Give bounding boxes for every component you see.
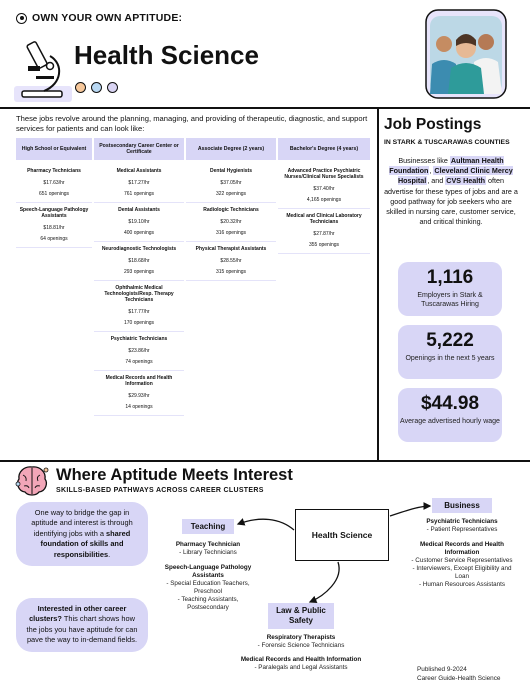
stat-label: Average advertised hourly wage xyxy=(400,418,500,425)
job-card xyxy=(16,164,92,203)
company-highlight: Aultman Health Foundation xyxy=(389,156,504,176)
job-openings: 355 openings xyxy=(308,242,340,248)
job-openings: 170 openings xyxy=(123,320,155,326)
bubble-bold: shared foundation of skills and responsibilities xyxy=(40,528,131,559)
column-bachelors xyxy=(278,160,372,416)
arrow-to-teaching xyxy=(238,519,294,530)
pathway-item: - Library Technicians xyxy=(179,549,237,556)
healthcare-team-photo xyxy=(424,8,508,100)
pathway-item: - Forensic Science Technicians xyxy=(257,642,345,649)
microscope-icon xyxy=(14,36,72,106)
column-postsecondary xyxy=(94,160,186,416)
node-business: Business xyxy=(432,498,492,513)
decor-dots xyxy=(75,82,118,93)
job-card xyxy=(278,164,370,209)
job-title: Dental Hygienists xyxy=(210,168,252,174)
brain-icon xyxy=(14,464,50,498)
job-card xyxy=(94,371,184,416)
stat-value: $44.98 xyxy=(420,393,480,414)
job-openings: 315 openings xyxy=(215,269,247,275)
job-openings: 64 openings xyxy=(40,236,68,242)
job-wage: $37.05/hr xyxy=(220,180,242,186)
jobs-table xyxy=(16,138,372,416)
company-highlight: Cleveland Clinic Mercy Hospital xyxy=(397,166,513,186)
guide-name: Career Guide-Health Science xyxy=(417,674,501,682)
job-title: Medical Assistants xyxy=(116,168,162,174)
stat-label: Employers in Stark & Tuscarawas Hiring xyxy=(417,292,483,308)
eyebrow-label: OWN YOUR OWN APTITUDE: xyxy=(32,12,183,24)
node-teaching: Teaching xyxy=(182,519,234,534)
job-openings: 322 openings xyxy=(215,191,247,197)
stat-label: Openings in the next 5 years xyxy=(405,355,495,362)
job-wage: $27.87/hr xyxy=(313,231,335,237)
pathway-item: - Customer Service Representatives xyxy=(411,557,513,564)
job-title: Medical Records and Health Information xyxy=(105,375,173,387)
column-header: Postsecondary Career Center or Certificate xyxy=(94,138,184,160)
job-wage: $19.10/hr xyxy=(128,219,150,225)
arrow-to-business xyxy=(390,506,430,516)
stat-card-wage xyxy=(398,388,502,442)
job-card xyxy=(94,281,184,332)
body-text: Businesses like xyxy=(398,156,450,165)
column-header: Associate Degree (2 years) xyxy=(186,138,276,160)
job-title: Neurodiagnostic Technologists xyxy=(101,246,177,252)
pathway-title: Medical Records and Health Information xyxy=(420,541,504,556)
intro-text: These jobs revolve around the planning, managing, and providing of therapeutic, diagnostic, and support services for patients and can look like: xyxy=(16,114,368,133)
job-postings-subtitle: IN STARK & TUSCARAWAS COUNTIES xyxy=(384,139,510,146)
pathway-item: - Patient Representatives xyxy=(426,526,498,533)
stat-card-openings xyxy=(398,325,502,379)
job-wage: $29.93/hr xyxy=(128,393,150,399)
job-title: Speech-Language Pathology Assistants xyxy=(19,207,89,219)
column-divider xyxy=(377,108,379,460)
bubble-clusters xyxy=(16,598,148,652)
job-card xyxy=(186,242,276,281)
job-card xyxy=(94,332,184,371)
job-openings: 4,165 openings xyxy=(306,197,342,203)
job-postings-body xyxy=(384,156,518,227)
job-card xyxy=(94,242,184,281)
job-card xyxy=(186,203,276,242)
bubble-bold: Interested in other career clusters? xyxy=(29,604,127,624)
teaching-pathway xyxy=(156,541,260,612)
section-divider xyxy=(0,460,530,462)
job-openings: 293 openings xyxy=(123,269,155,275)
section-title: Where Aptitude Meets Interest xyxy=(56,466,293,484)
body-text: often advertise for these types of jobs and are a good pathway for job seekers who are skilled in nursing care, customer service, and critical thinking. xyxy=(384,176,518,227)
job-title: Radiologic Technicians xyxy=(203,207,259,213)
dot-peach xyxy=(75,82,86,93)
pathway-title: Speech-Language Pathology Assistants xyxy=(164,564,252,579)
job-openings: 761 openings xyxy=(123,191,155,197)
dot-blue xyxy=(91,82,102,93)
published-date: Published 9-2024 xyxy=(417,666,467,673)
job-title: Pharmacy Technicians xyxy=(27,168,81,174)
pathway-item: - Paralegals and Legal Assistants xyxy=(254,664,348,671)
job-wage: $18.81/hr xyxy=(43,225,65,231)
pathway-item: - Special Education Teachers, Preschool xyxy=(166,580,250,595)
job-card xyxy=(186,164,276,203)
job-wage: $28.55/hr xyxy=(220,258,242,264)
pathway-title: Psychiatric Technicians xyxy=(426,518,498,525)
company-highlight: CVS Health xyxy=(446,176,486,186)
job-wage: $37.40/hr xyxy=(313,186,335,192)
pathway-title: Pharmacy Technician xyxy=(175,541,241,548)
job-wage: $23.86/hr xyxy=(128,348,150,354)
law-pathway xyxy=(226,634,376,672)
job-openings: 316 openings xyxy=(215,230,247,236)
dot-lavender xyxy=(107,82,118,93)
node-health-science: Health Science xyxy=(295,509,389,561)
node-law-public-safety: Law & Public Safety xyxy=(268,603,334,629)
job-openings: 14 openings xyxy=(125,404,153,410)
bubble-text: . xyxy=(108,549,111,559)
published-info xyxy=(417,666,500,683)
job-openings: 651 openings xyxy=(38,191,70,197)
column-header: Bachelor's Degree (4 years) xyxy=(278,138,370,160)
stat-card-employers xyxy=(398,262,502,316)
job-wage: $17.77/hr xyxy=(128,309,150,315)
job-title: Psychiatric Technicians xyxy=(110,336,168,342)
job-title: Advanced Practice Psychiatric Nurses/Clinical Nurse Specialists xyxy=(284,168,364,180)
job-title: Ophthalmic Medical Technologists/Resp. Therapy Technicians xyxy=(104,285,174,303)
job-title: Medical and Clinical Laboratory Technicians xyxy=(286,213,362,225)
job-wage: $18.68/hr xyxy=(128,258,150,264)
stat-value: 1,116 xyxy=(426,267,474,288)
header-divider xyxy=(0,107,530,109)
eyebrow xyxy=(16,12,182,24)
job-openings: 74 openings xyxy=(125,359,153,365)
arrow-to-law xyxy=(310,562,339,602)
pathway-item: - Teaching Assistants, Postsecondary xyxy=(177,596,239,611)
job-title: Dental Assistants xyxy=(118,207,160,213)
job-card xyxy=(278,209,370,254)
body-text: , and xyxy=(427,176,446,186)
job-card xyxy=(16,203,92,248)
business-pathway xyxy=(410,518,514,589)
column-associate xyxy=(186,160,278,416)
job-openings: 400 openings xyxy=(123,230,155,236)
bubble-bridge xyxy=(16,502,148,566)
target-icon xyxy=(16,13,27,24)
body-text: , xyxy=(429,166,434,176)
pathway-item: - Human Resources Assistants xyxy=(418,581,506,588)
pathway-item: - Interviewers, Except Eligibility and Loan xyxy=(412,565,512,580)
pathway-title: Respiratory Therapists xyxy=(266,634,336,641)
column-header: High School or Equivalent xyxy=(16,138,92,160)
job-title: Physical Therapist Assistants xyxy=(195,246,267,252)
job-card xyxy=(94,164,184,203)
job-postings-title: Job Postings xyxy=(384,116,482,133)
job-wage: $17.63/hr xyxy=(43,180,65,186)
bubble-text: This chart shows how the jobs you have aptitude for can pave the way to in-demand fields. xyxy=(26,614,138,645)
job-wage: $17.27/hr xyxy=(128,180,150,186)
page-title: Health Science xyxy=(74,40,259,70)
column-high-school xyxy=(16,160,94,416)
pathway-title: Medical Records and Health Information xyxy=(240,656,362,663)
bubble-text: One way to bridge the gap in aptitude and interest is through identifying jobs with a xyxy=(31,508,133,538)
section-subtitle: SKILLS-BASED PATHWAYS ACROSS CAREER CLUSTERS xyxy=(56,487,264,494)
job-wage: $20.32/hr xyxy=(220,219,242,225)
job-card xyxy=(94,203,184,242)
stat-value: 5,222 xyxy=(426,330,474,351)
